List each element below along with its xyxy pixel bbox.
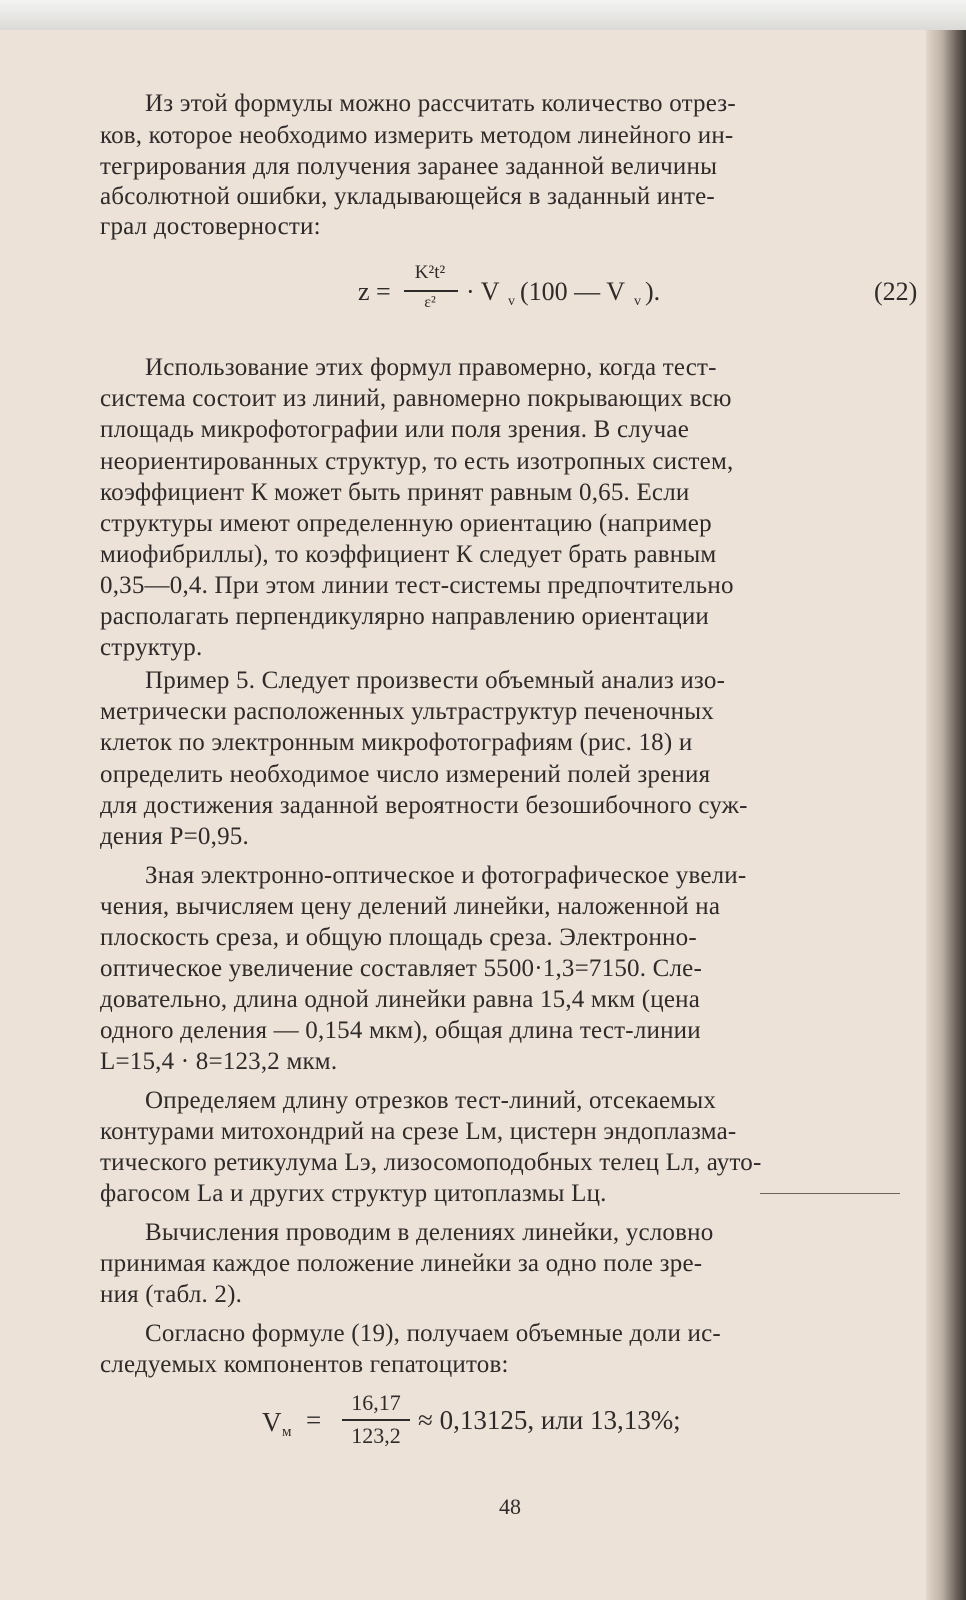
text-line: Зная электронно-оптическое и фотографическое увели- (145, 862, 747, 889)
formula-v: · V (466, 277, 500, 306)
text-line: фагосом Lа и других структур цитоплазмы Lц. (100, 1180, 607, 1207)
text-line: ния (табл. 2). (100, 1281, 243, 1308)
formula-paren: (100 — V (520, 277, 625, 306)
formula-lhs: z = (358, 277, 391, 306)
formula-rhs: ≈ 0,13125, или 13,13%; (418, 1405, 681, 1435)
text-line: структур. (100, 634, 203, 661)
formula-close: ). (645, 277, 661, 306)
formula-equals: = (306, 1405, 322, 1435)
text-line: миофибриллы), то коэффициент К следует брать равным (100, 541, 717, 568)
text-line: клеток по электронным микрофотографиям (рис. 18) и (100, 729, 693, 756)
text-line: ков, которое необходимо измерить методом линейного ин- (100, 122, 734, 149)
text-line: тегрирования для получения заранее заданной величины (100, 153, 718, 180)
text-line: Пример 5. Следует произвести объемный анализ изо- (145, 667, 726, 694)
text-line: следуемых компонентов гепатоцитов: (100, 1351, 509, 1378)
text-line: оптическое увеличение составляет 5500·1,3=7150. Сле- (100, 955, 702, 982)
text-line: Согласно формуле (19), получаем объемные доли ис- (145, 1320, 721, 1347)
text-line: грал достоверности: (100, 213, 321, 240)
fraction-bar (342, 1419, 410, 1421)
fraction-bar (404, 290, 458, 292)
formula-denominator: ε² (424, 294, 436, 311)
text-line: контурами митохондрий на срезе Lм, цистерн эндоплазма- (100, 1118, 737, 1145)
text-line: абсолютной ошибки, укладывающейся в заданный инте- (100, 183, 715, 210)
text-line: дения P=0,95. (100, 823, 249, 850)
text-line: одного деления — 0,154 мкм), общая длина тест-линии (100, 1017, 701, 1044)
text-line: Использование этих формул правомерно, когда тест- (145, 354, 717, 381)
text-line: тического ретикулума Lэ, лизосомоподобных телец Lл, ауто- (100, 1149, 762, 1176)
formula-numerator: 16,17 (351, 1390, 401, 1415)
text-line: коэффициент К может быть принят равным 0,65. Если (100, 479, 690, 506)
equation-number: (22) (874, 277, 918, 306)
pen-underline-mark (760, 1193, 900, 1194)
text-line: довательно, длина одной линейки равна 15,4 мкм (цена (100, 986, 701, 1013)
text-line: Из этой формулы можно рассчитать количество отрез- (145, 90, 736, 117)
text-line: метрически расположенных ультраструктур печеночных (100, 698, 714, 725)
formula-denominator: 123,2 (351, 1423, 401, 1448)
text-line: структуры имеют определенную ориентацию (например (100, 510, 712, 537)
text-line: Вычисления проводим в делениях линейки, условно (145, 1219, 714, 1246)
text-line: Определяем длину отрезков тест-линий, отсекаемых (145, 1087, 717, 1114)
formula-subscript: v (508, 294, 515, 309)
formula-lhs: V (262, 1407, 282, 1437)
text-line: располагать перпендикулярно направлению ориентации (100, 603, 709, 630)
text-line: неориентированных структур, то есть изотропных систем, (100, 448, 734, 475)
page-number: 48 (499, 1494, 521, 1519)
text-line: система состоит из линий, равномерно покрывающих всю (100, 385, 732, 412)
text-line: определить необходимое число измерений полей зрения (100, 761, 711, 788)
formula-subscript: v (634, 294, 641, 309)
text-line: L=15,4 · 8=123,2 мкм. (100, 1048, 338, 1075)
formula-subscript: м (282, 1424, 292, 1440)
text-line: плоскость среза, и общую площадь среза. Электронно- (100, 924, 697, 951)
text-line: площадь микрофотографии или поля зрения. В случае (100, 416, 689, 443)
text-line: 0,35—0,4. При этом линии тест-системы предпочтительно (100, 572, 734, 599)
text-line: принимая каждое положение линейки за одно поле зре- (100, 1250, 703, 1277)
text-line: чения, вычисляем цену делений линейки, наложенной на (100, 893, 721, 920)
formula-numerator: K²t² (414, 262, 446, 283)
text-line: для достижения заданной вероятности безошибочного суж- (100, 792, 748, 819)
